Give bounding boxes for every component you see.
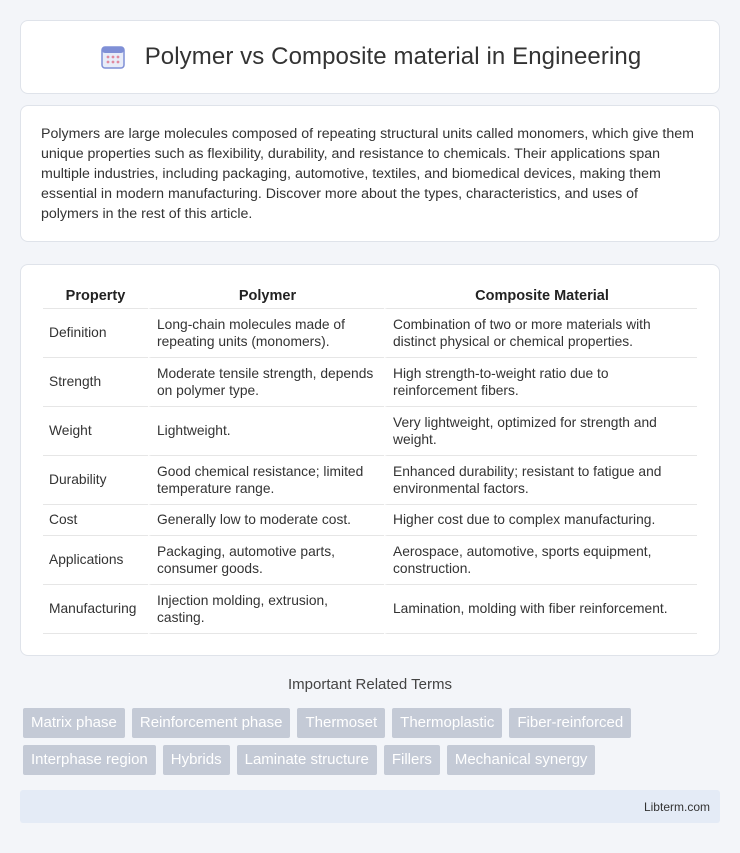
calendar-grid-icon: [99, 43, 127, 71]
tag-thermoset[interactable]: Thermoset: [297, 708, 385, 738]
comparison-table: [43, 283, 697, 634]
table-row: [43, 358, 697, 407]
row-composite: Combination of two or more materials with distinct physical or chemical properties.: [384, 309, 697, 358]
tag-laminate-structure[interactable]: Laminate structure: [237, 745, 377, 775]
row-composite: Very lightweight, optimized for strength and weight.: [384, 407, 697, 456]
header-polymer: Polymer: [148, 283, 384, 309]
table-row: [43, 536, 697, 585]
row-property: Definition: [43, 309, 148, 358]
table-row: [43, 456, 697, 505]
row-property: Applications: [43, 536, 148, 585]
tag-reinforcement-phase[interactable]: Reinforcement phase: [132, 708, 291, 738]
row-composite: Lamination, molding with fiber reinforcement.: [384, 585, 697, 634]
table-row: [43, 505, 697, 536]
footer-link[interactable]: Libterm.com: [643, 799, 710, 814]
footer: [20, 790, 720, 823]
row-property: Cost: [43, 505, 148, 536]
row-polymer: Long-chain molecules made of repeating units (monomers).: [148, 309, 384, 358]
row-polymer: Lightweight.: [148, 407, 384, 456]
table-row: [43, 309, 697, 358]
row-property: Durability: [43, 456, 148, 505]
row-composite: Aerospace, automotive, sports equipment, construction.: [384, 536, 697, 585]
row-polymer: Moderate tensile strength, depends on polymer type.: [148, 358, 384, 407]
row-polymer: Generally low to moderate cost.: [148, 505, 384, 536]
page-title: Polymer vs Composite material in Engineering: [144, 43, 642, 70]
row-property: Strength: [43, 358, 148, 407]
row-polymer: Good chemical resistance; limited temperature range.: [148, 456, 384, 505]
table-row: [43, 585, 697, 634]
intro-card: [20, 105, 720, 242]
row-composite: Higher cost due to complex manufacturing.: [384, 505, 697, 536]
header-property: Property: [43, 283, 148, 309]
row-polymer: Packaging, automotive parts, consumer goods.: [148, 536, 384, 585]
table-row: [43, 407, 697, 456]
tag-fillers[interactable]: Fillers: [384, 745, 440, 775]
header-composite: Composite Material: [384, 283, 697, 309]
tag-interphase-region[interactable]: Interphase region: [23, 745, 156, 775]
row-property: Manufacturing: [43, 585, 148, 634]
comparison-table-card: [20, 264, 720, 656]
header-card: [20, 20, 720, 94]
tag-fiber-reinforced[interactable]: Fiber-reinforced: [509, 708, 631, 738]
tag-hybrids[interactable]: Hybrids: [163, 745, 230, 775]
row-property: Weight: [43, 407, 148, 456]
row-composite: High strength-to-weight ratio due to reinforcement fibers.: [384, 358, 697, 407]
tag-matrix-phase[interactable]: Matrix phase: [23, 708, 125, 738]
row-polymer: Injection molding, extrusion, casting.: [148, 585, 384, 634]
tag-thermoplastic[interactable]: Thermoplastic: [392, 708, 502, 738]
table-header-row: [43, 283, 697, 309]
intro-text: Polymers are large molecules composed of repeating structural units called monomers, which give them unique properties such as flexibility, durability, and resistance to chemicals. Their applications span multiple industries, including packaging, automotive, textiles, and biomedical devices, making them essential in modern manufacturing. Discover more about the types, characteristics, and uses of polymers in the rest of this article.: [41, 126, 694, 222]
tag-mechanical-synergy[interactable]: Mechanical synergy: [447, 745, 596, 775]
row-composite: Enhanced durability; resistant to fatigue and environmental factors.: [384, 456, 697, 505]
related-terms-tags: [23, 708, 723, 775]
related-terms-title: Important Related Terms: [288, 676, 452, 693]
